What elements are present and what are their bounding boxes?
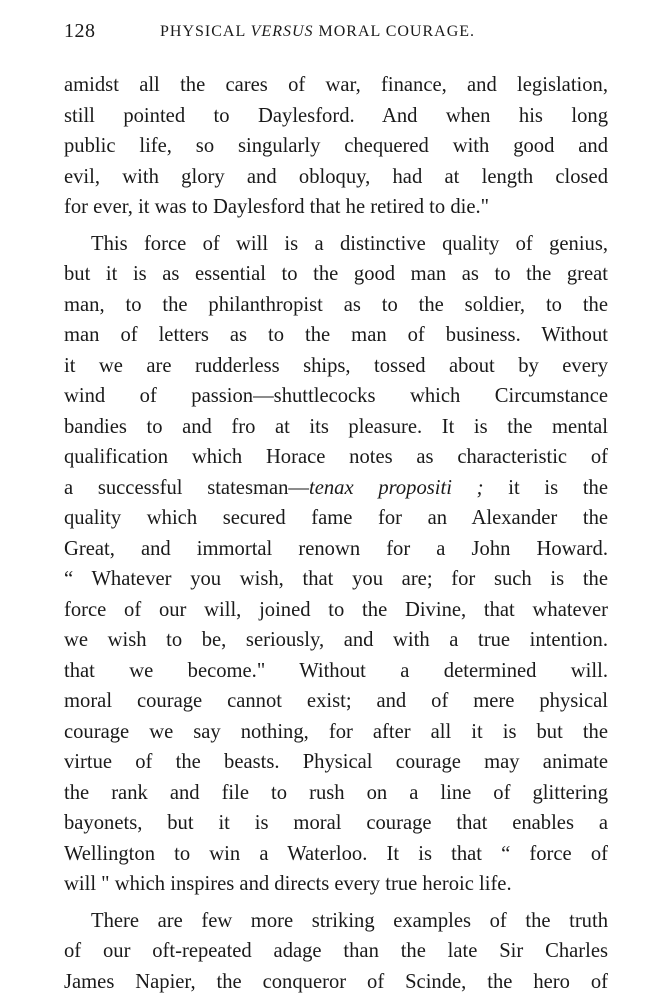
body-text	[64, 70, 608, 997]
paragraph	[64, 70, 608, 223]
text-line: wind of passion—shuttlecocks which Circumstance	[64, 385, 608, 407]
text-line: but it is as essential to the good man as to the great	[64, 263, 608, 285]
running-head-italic: VERSUS	[250, 23, 314, 40]
text-line: Great, and immortal renown for a John Howard.	[64, 537, 608, 560]
text-fragment: a successful statesman—	[64, 476, 310, 499]
running-head-pre: PHYSICAL	[160, 23, 251, 40]
text-line: qualification which Horace notes as characteristic of	[64, 446, 608, 468]
text-line: the rank and file to rush on a line of glittering	[64, 781, 608, 804]
text-line: force of our will, joined to the Divine, that whatever	[64, 598, 608, 621]
text-line: for ever, it was to Daylesford that he retired to die."	[64, 196, 490, 218]
text-line: virtue of the beasts. Physical courage may animate	[64, 751, 608, 773]
paragraph	[64, 229, 608, 900]
text-line: James Napier, the conqueror of Scinde, the hero of	[64, 970, 608, 993]
text-fragment: it is the	[483, 476, 608, 499]
text-line: amidst all the cares of war, finance, and legislation,	[64, 74, 608, 96]
text-line-with-italic	[64, 473, 608, 504]
text-line: evil, with glory and obloquy, had at length closed	[64, 165, 608, 188]
running-head	[160, 23, 475, 41]
text-line: public life, so singularly chequered with good and	[64, 135, 608, 157]
text-line: courage we say nothing, for after all it is but the	[64, 720, 608, 743]
text-line: “ Whatever you wish, that you are; for such is the	[64, 568, 608, 590]
text-line: it we are rudderless ships, tossed about by every	[64, 354, 608, 377]
text-line: bayonets, but it is moral courage that enables a	[64, 812, 608, 834]
text-line: This force of will is a distinctive quality of genius,	[91, 232, 608, 255]
text-line: we wish to be, seriously, and with a true intention.	[64, 629, 608, 651]
paragraph	[64, 906, 608, 998]
page-header	[64, 20, 608, 54]
text-line: of our oft-repeated adage than the late Sir Charles	[64, 940, 608, 962]
text-line: bandies to and fro at its pleasure. It is the mental	[64, 415, 608, 438]
text-line: There are few more striking examples of the truth	[91, 909, 608, 932]
text-line: will " which inspires and directs every true heroic life.	[64, 873, 512, 895]
text-line: man of letters as to the man of business. Without	[64, 324, 608, 346]
text-line: man, to the philanthropist as to the soldier, to the	[64, 293, 608, 316]
text-line: moral courage cannot exist; and of mere physical	[64, 690, 608, 712]
text-line: Wellington to win a Waterloo. It is that “ force of	[64, 842, 608, 865]
page-number: 128	[64, 20, 96, 42]
running-head-post: MORAL COURAGE.	[313, 23, 476, 40]
text-line: that we become." Without a determined will.	[64, 659, 608, 682]
text-line: quality which secured fame for an Alexander the	[64, 507, 608, 529]
text-line: still pointed to Daylesford. And when his long	[64, 104, 608, 127]
latin-phrase: tenax propositi ;	[309, 476, 484, 499]
